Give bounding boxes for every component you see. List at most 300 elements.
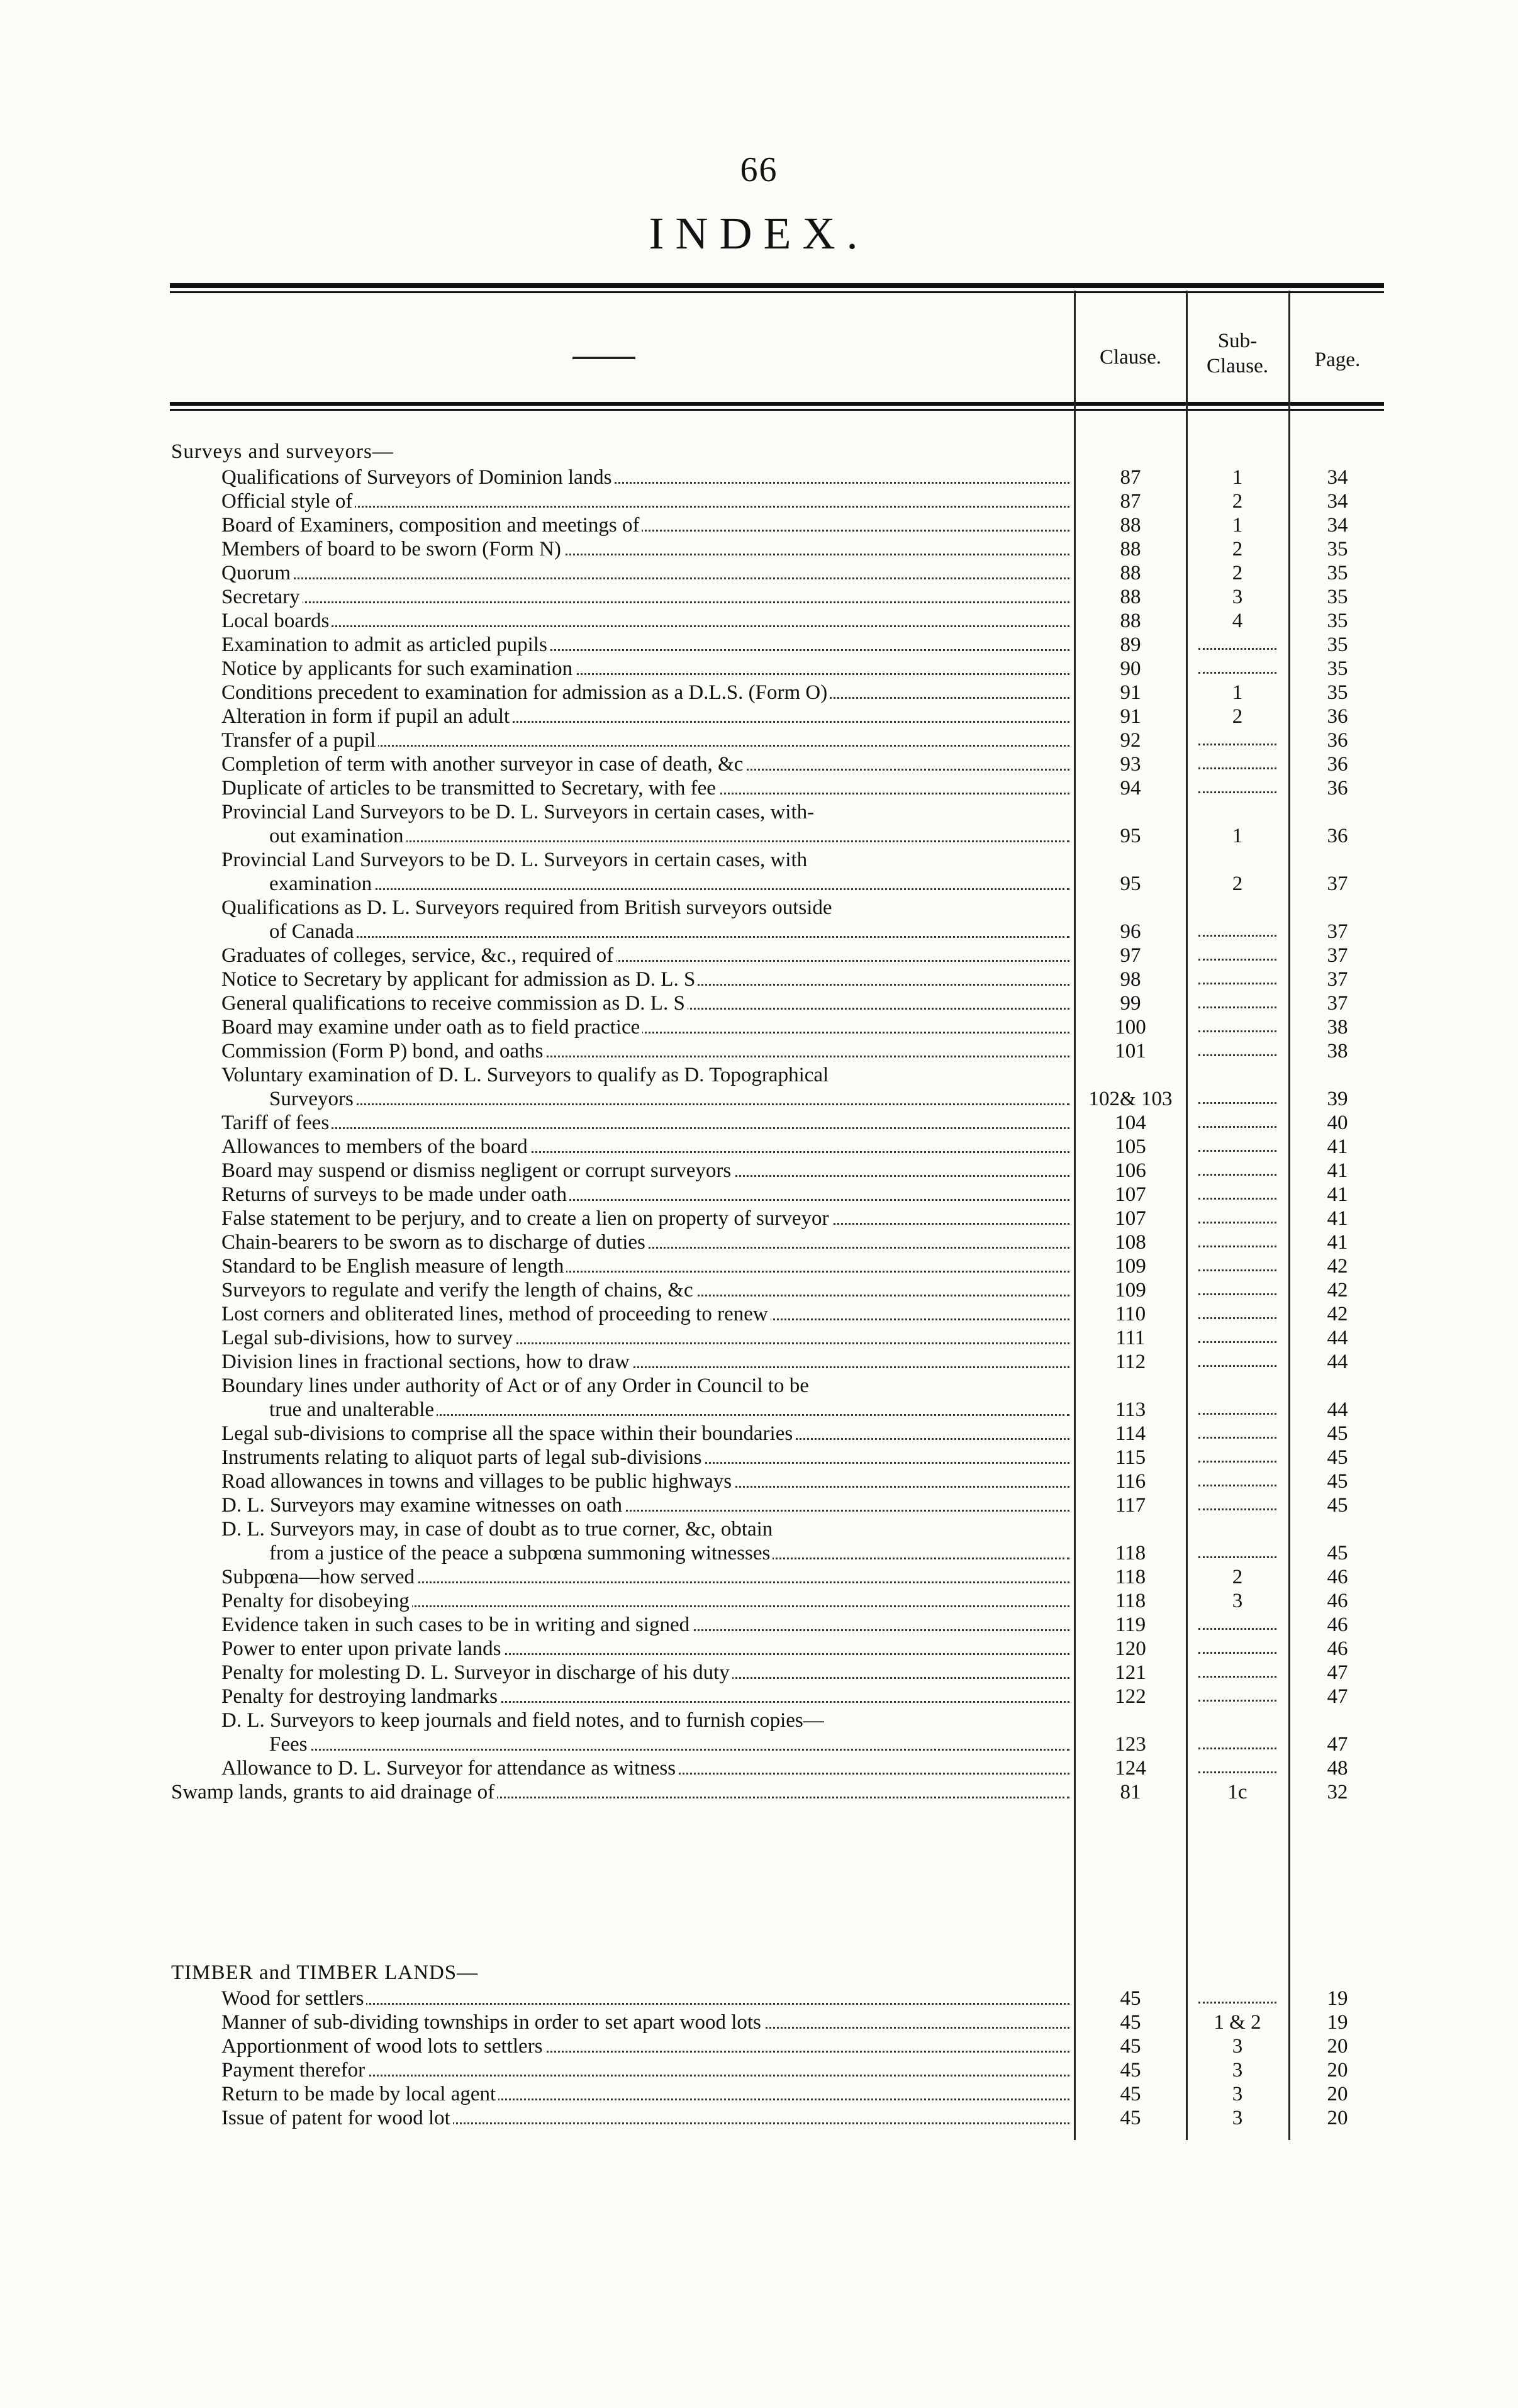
leader-dots	[1198, 1159, 1276, 1176]
leader-dots	[1198, 1541, 1276, 1558]
clause-number: 121	[1115, 1661, 1146, 1684]
sub-clause-number: 1c	[1227, 1781, 1247, 1803]
entry-label: Allowances to members of the board	[221, 1135, 530, 1158]
page-number-cell: 38	[1327, 1016, 1348, 1039]
page-number-cell: 34	[1327, 514, 1348, 537]
index-entry	[0, 1302, 1518, 1326]
entry-label: Completion of term with another surveyor in case of death, &c	[221, 753, 745, 776]
sub-clause-number: 4	[1232, 610, 1243, 632]
leader-dots	[1198, 1732, 1276, 1749]
entry-label: Alteration in form if pupil an adult	[221, 705, 512, 728]
page-number-cell: 37	[1327, 872, 1348, 895]
sub-clause-number: 2	[1232, 562, 1243, 584]
entry-label: Official style of	[221, 490, 355, 513]
index-entry	[0, 1350, 1518, 1374]
index-entry	[0, 2082, 1518, 2106]
index-entry	[0, 2058, 1518, 2082]
index-entry	[0, 1159, 1518, 1183]
index-entry	[0, 896, 1518, 943]
page-number-cell: 40	[1327, 1112, 1348, 1134]
leader-dots	[1198, 752, 1276, 769]
header-rule-thin	[170, 409, 1384, 411]
index-entry	[0, 1517, 1518, 1564]
entry-label: Board of Examiners, composition and meetings of	[221, 514, 642, 537]
sub-clause-header-line2: Clause.	[1206, 355, 1269, 377]
page-number-cell: 20	[1327, 2059, 1348, 2082]
page-number-cell: 46	[1327, 1614, 1348, 1636]
clause-number: 94	[1120, 777, 1141, 800]
index-entry	[0, 657, 1518, 681]
sub-clause-empty	[1188, 944, 1287, 967]
leader-dots	[269, 888, 1069, 890]
sub-clause-number: 3	[1232, 586, 1243, 608]
page-number: 66	[740, 150, 778, 189]
entry-label: Power to enter upon private lands	[221, 1637, 503, 1660]
clause-number: 109	[1115, 1279, 1146, 1302]
page-header: Page.	[1314, 348, 1361, 371]
entry-label: Commission (Form P) bond, and oaths	[221, 1040, 546, 1062]
sub-clause-number: 3	[1232, 2107, 1243, 2129]
entry-label: Legal sub-divisions, how to survey	[221, 1327, 515, 1349]
entry-label: Surveyors to regulate and verify the length of chains, &c	[221, 1279, 696, 1302]
clause-number: 91	[1120, 681, 1141, 704]
entry-label-continued: from a justice of the peace a subpœna summoning witnesses	[269, 1542, 773, 1564]
clause-number: 45	[1120, 2107, 1141, 2129]
page-number-cell: 41	[1327, 1159, 1348, 1182]
entry-label: Local boards	[221, 610, 332, 632]
page-number-cell: 20	[1327, 2083, 1348, 2105]
leader-dots	[1198, 1111, 1276, 1128]
leader-dots	[1198, 944, 1276, 961]
clause-number: 87	[1120, 490, 1141, 513]
page-number-cell: 41	[1327, 1231, 1348, 1254]
leader-dots	[269, 1749, 1069, 1751]
index-entry	[0, 1780, 1518, 1804]
clause-number: 88	[1120, 514, 1141, 537]
index-entry	[0, 800, 1518, 847]
clause-number: 45	[1120, 1987, 1141, 2010]
entry-label: Voluntary examination of D. L. Surveyors to qualify as D. Topographical	[221, 1064, 831, 1086]
page-number-cell: 37	[1327, 944, 1348, 967]
sub-clause-number: 2	[1232, 705, 1243, 728]
leader-dots	[1198, 1661, 1276, 1678]
entry-label: Board may examine under oath as to field practice	[221, 1016, 642, 1039]
clause-number: 104	[1115, 1112, 1146, 1134]
index-entry	[0, 944, 1518, 967]
page-number-cell: 32	[1327, 1781, 1348, 1803]
index-entry	[0, 1230, 1518, 1254]
index-entry	[0, 609, 1518, 633]
header-rule	[170, 402, 1384, 406]
leader-dots	[1198, 1350, 1276, 1367]
leader-dots	[1198, 1613, 1276, 1630]
clause-number: 98	[1120, 968, 1141, 991]
page-number-cell: 36	[1327, 729, 1348, 752]
clause-number: 116	[1115, 1470, 1146, 1493]
entry-label: Board may suspend or dismiss negligent or corrupt surveyors	[221, 1159, 734, 1182]
page-number-cell: 35	[1327, 586, 1348, 608]
entry-label: Instruments relating to aliquot parts of legal sub-divisions	[221, 1446, 704, 1469]
index-entry	[0, 1111, 1518, 1135]
entry-label: Quorum	[221, 562, 293, 584]
sub-clause-empty	[1188, 728, 1287, 752]
clause-number: 119	[1115, 1614, 1146, 1636]
page-number-cell: 47	[1327, 1733, 1348, 1756]
leader-dots	[1198, 1422, 1276, 1439]
clause-number: 102& 103	[1088, 1088, 1173, 1110]
entry-label-continued: examination	[269, 872, 374, 895]
header-dash	[572, 357, 635, 359]
sub-clause-empty	[1188, 1087, 1287, 1111]
sub-clause-empty	[1188, 1111, 1287, 1135]
leader-dots	[269, 936, 1069, 938]
index-entry	[0, 1278, 1518, 1302]
clause-number: 106	[1115, 1159, 1146, 1182]
leader-dots	[1198, 1493, 1276, 1510]
index-entry	[0, 1374, 1518, 1421]
index-entry	[0, 1135, 1518, 1159]
sub-clause-empty	[1188, 1398, 1287, 1422]
clause-number: 88	[1120, 610, 1141, 632]
entry-label: Legal sub-divisions to comprise all the space within their boundaries	[221, 1422, 795, 1445]
page-number-cell: 35	[1327, 610, 1348, 632]
index-entry	[0, 991, 1518, 1015]
page-number-cell: 34	[1327, 490, 1348, 513]
page-number-cell: 45	[1327, 1422, 1348, 1445]
leader-dots	[1198, 1039, 1276, 1056]
clause-number: 111	[1115, 1327, 1146, 1349]
leader-dots	[1198, 1087, 1276, 1104]
page-number-cell: 45	[1327, 1542, 1348, 1564]
index-entry	[0, 1637, 1518, 1661]
clause-number: 118	[1115, 1590, 1146, 1612]
clause-number: 120	[1115, 1637, 1146, 1660]
entry-label-continued: Surveyors	[269, 1088, 356, 1110]
entry-label: Provincial Land Surveyors to be D. L. Surveyors in certain cases, with	[221, 849, 810, 871]
clause-number: 124	[1115, 1757, 1146, 1780]
section-title-timber: TIMBER and TIMBER LANDS—	[171, 1961, 479, 1984]
entry-label: Chain-bearers to be sworn as to discharge of duties	[221, 1231, 648, 1254]
clause-number: 96	[1120, 920, 1141, 943]
entry-label: False statement to be perjury, and to create a lien on property of surveyor	[221, 1207, 832, 1230]
entry-label: Tariff of fees	[221, 1112, 332, 1134]
page-number-cell: 46	[1327, 1590, 1348, 1612]
page-number-cell: 44	[1327, 1351, 1348, 1373]
sub-clause-empty	[1188, 1039, 1287, 1063]
sub-clause-empty	[1188, 657, 1287, 681]
sub-clause-number: 1	[1232, 514, 1243, 537]
page-number-cell: 35	[1327, 538, 1348, 560]
entry-label: General qualifications to receive commission as D. L. S	[221, 992, 688, 1015]
sub-clause-number: 3	[1232, 2059, 1243, 2082]
index-entry	[0, 681, 1518, 705]
entry-label: Transfer of a pupil	[221, 729, 378, 752]
entry-label: Graduates of colleges, service, &c., required of	[221, 944, 616, 967]
clause-number: 45	[1120, 2083, 1141, 2105]
index-entry	[0, 489, 1518, 513]
sub-clause-header-line1: Sub-	[1217, 330, 1258, 352]
entry-label: Qualifications of Surveyors of Dominion lands	[221, 466, 615, 489]
clause-number: 87	[1120, 466, 1141, 489]
page-number-cell: 20	[1327, 2107, 1348, 2129]
entry-label: Penalty for molesting D. L. Surveyor in discharge of his duty	[221, 1661, 732, 1684]
entry-label: Evidence taken in such cases to be in writing and signed	[221, 1614, 692, 1636]
page-number-cell: 36	[1327, 705, 1348, 728]
index-entry	[0, 1493, 1518, 1517]
index-entry	[0, 585, 1518, 609]
index-title: INDEX.	[649, 208, 869, 259]
sub-clause-empty	[1188, 1541, 1287, 1565]
leader-dots	[1198, 991, 1276, 1008]
index-entry	[0, 1685, 1518, 1708]
index-entry	[0, 1063, 1518, 1110]
page-number-cell: 36	[1327, 753, 1348, 776]
clause-number: 122	[1115, 1685, 1146, 1708]
page-number-cell: 45	[1327, 1494, 1348, 1517]
top-rule-thin	[170, 291, 1384, 293]
clause-number: 101	[1115, 1040, 1146, 1062]
entry-label: Standard to be English measure of length	[221, 1255, 566, 1278]
sub-clause-empty	[1188, 1350, 1287, 1374]
page-number-cell: 35	[1327, 562, 1348, 584]
index-entry	[0, 633, 1518, 657]
sub-clause-number: 1	[1232, 466, 1243, 489]
page-number-cell: 39	[1327, 1088, 1348, 1110]
entry-label: Examination to admit as articled pupils	[221, 633, 550, 656]
entry-label: D. L. Surveyors may, in case of doubt as to true corner, &c, obtain	[221, 1518, 775, 1541]
page-number-cell: 45	[1327, 1446, 1348, 1469]
sub-clause-empty	[1188, 1254, 1287, 1278]
page-number-cell: 42	[1327, 1255, 1348, 1278]
entry-label: Road allowances in towns and villages to be public highways	[221, 1470, 734, 1493]
sub-clause-empty	[1188, 1661, 1287, 1685]
sub-clause-empty	[1188, 1493, 1287, 1517]
page-number-cell: 41	[1327, 1135, 1348, 1158]
page-number-cell: 35	[1327, 657, 1348, 680]
clause-number: 88	[1120, 586, 1141, 608]
clause-number: 108	[1115, 1231, 1146, 1254]
leader-dots	[1198, 1685, 1276, 1702]
entry-label: Secretary	[221, 586, 303, 608]
clause-number: 91	[1120, 705, 1141, 728]
sub-clause-empty	[1188, 1987, 1287, 2010]
page-number-cell: 47	[1327, 1661, 1348, 1684]
index-entry	[0, 1207, 1518, 1230]
index-entry	[0, 752, 1518, 776]
page-number-cell: 36	[1327, 825, 1348, 847]
clause-number: 97	[1120, 944, 1141, 967]
leader-dots	[1198, 1446, 1276, 1463]
clause-number: 112	[1115, 1351, 1146, 1373]
entry-label: Duplicate of articles to be transmitted to Secretary, with fee	[221, 777, 718, 800]
clause-number: 89	[1120, 633, 1141, 656]
leader-dots	[1198, 920, 1276, 937]
sub-clause-number: 1 & 2	[1214, 2011, 1261, 2034]
index-entry	[0, 705, 1518, 728]
index-entry	[0, 848, 1518, 895]
index-entry	[0, 1565, 1518, 1589]
clause-number: 45	[1120, 2035, 1141, 2058]
page-number-cell: 46	[1327, 1566, 1348, 1588]
leader-dots	[1198, 1135, 1276, 1152]
page-number-cell: 47	[1327, 1685, 1348, 1708]
entry-label: Boundary lines under authority of Act or of any Order in Council to be	[221, 1374, 812, 1397]
page-number-cell: 35	[1327, 681, 1348, 704]
page-number-cell: 48	[1327, 1757, 1348, 1780]
index-entry	[0, 1422, 1518, 1446]
entry-label: Manner of sub-dividing townships in order to set apart wood lots	[221, 2011, 764, 2034]
sub-clause-empty	[1188, 1469, 1287, 1493]
clause-number: 114	[1115, 1422, 1146, 1445]
leader-dots	[221, 625, 1069, 627]
entry-label: Return to be made by local agent	[221, 2083, 498, 2105]
leader-dots	[1198, 1230, 1276, 1247]
page-number-cell: 19	[1327, 2011, 1348, 2034]
clause-number: 88	[1120, 562, 1141, 584]
sub-clause-number: 2	[1232, 490, 1243, 513]
entry-label: Lost corners and obliterated lines, method of proceeding to renew	[221, 1303, 771, 1325]
clause-number: 45	[1120, 2059, 1141, 2082]
entry-label: Wood for settlers	[221, 1987, 366, 2010]
leader-dots	[1198, 1987, 1276, 2004]
leader-dots	[1198, 1637, 1276, 1654]
index-entry	[0, 967, 1518, 991]
index-entry	[0, 1661, 1518, 1685]
leader-dots	[1198, 1183, 1276, 1200]
index-entry	[0, 728, 1518, 752]
sub-clause-empty	[1188, 1732, 1287, 1756]
leader-dots	[221, 1127, 1069, 1129]
index-entry	[0, 1756, 1518, 1780]
clause-number: 95	[1120, 872, 1141, 895]
index-entry	[0, 537, 1518, 561]
index-entry	[0, 776, 1518, 800]
entry-label: D. L. Surveyors may examine witnesses on oath	[221, 1494, 625, 1517]
sub-clause-number: 3	[1232, 2035, 1243, 2058]
sub-clause-empty	[1188, 633, 1287, 657]
entry-label-continued: of Canada	[269, 920, 357, 943]
top-rule	[170, 283, 1384, 288]
page-number-cell: 41	[1327, 1183, 1348, 1206]
entry-label-continued: Fees	[269, 1733, 310, 1756]
leader-dots	[221, 601, 1069, 603]
index-entry	[0, 1183, 1518, 1207]
clause-number: 123	[1115, 1733, 1146, 1756]
leader-dots	[1198, 1756, 1276, 1773]
sub-clause-number: 2	[1232, 538, 1243, 560]
page-number-cell: 42	[1327, 1303, 1348, 1325]
leader-dots	[1198, 1015, 1276, 1032]
page-number-cell: 46	[1327, 1637, 1348, 1660]
page-number-cell: 20	[1327, 2035, 1348, 2058]
index-entry	[0, 1987, 1518, 2010]
clause-number: 107	[1115, 1183, 1146, 1206]
leader-dots	[221, 577, 1069, 579]
sub-clause-empty	[1188, 1422, 1287, 1446]
entry-label: Swamp lands, grants to aid drainage of	[171, 1781, 497, 1803]
leader-dots	[1198, 1278, 1276, 1295]
page-number-cell: 37	[1327, 920, 1348, 943]
sub-clause-empty	[1188, 1685, 1287, 1708]
sub-clause-empty	[1188, 1613, 1287, 1637]
leader-dots	[1198, 776, 1276, 793]
sub-clause-number: 1	[1232, 825, 1243, 847]
entry-label-continued: true and unalterable	[269, 1398, 437, 1421]
page-number-cell: 44	[1327, 1327, 1348, 1349]
entry-label: Qualifications as D. L. Surveyors required from British surveyors outside	[221, 896, 835, 919]
sub-clause-number: 3	[1232, 1590, 1243, 1612]
entry-label: Allowance to D. L. Surveyor for attendance as witness	[221, 1757, 678, 1780]
entry-label: Apportionment of wood lots to settlers	[221, 2035, 545, 2058]
page-number-cell: 37	[1327, 968, 1348, 991]
index-entry	[0, 2010, 1518, 2034]
page-number-cell: 19	[1327, 1987, 1348, 2010]
sub-clause-empty	[1188, 776, 1287, 800]
sub-clause-empty	[1188, 1159, 1287, 1183]
index-entry	[0, 1589, 1518, 1613]
entry-label: Notice to Secretary by applicant for admission as D. L. S	[221, 968, 698, 991]
sub-clause-number: 2	[1232, 872, 1243, 895]
clause-number: 118	[1115, 1542, 1146, 1564]
entry-label: D. L. Surveyors to keep journals and field notes, and to furnish copies—	[221, 1709, 827, 1732]
clause-header: Clause.	[1099, 346, 1162, 369]
entry-label: Members of board to be sworn (Form N)	[221, 538, 564, 560]
page-number-cell: 44	[1327, 1398, 1348, 1421]
index-entry	[0, 561, 1518, 585]
leader-dots	[1198, 633, 1276, 650]
clause-number: 105	[1115, 1135, 1146, 1158]
sub-clause-empty	[1188, 1230, 1287, 1254]
sub-clause-empty	[1188, 920, 1287, 944]
entry-label: Division lines in fractional sections, how to draw	[221, 1351, 632, 1373]
page-number-cell: 38	[1327, 1040, 1348, 1062]
entry-label-continued: out examination	[269, 825, 406, 847]
index-entry	[0, 1469, 1518, 1493]
leader-dots	[1198, 1469, 1276, 1486]
clause-number: 113	[1115, 1398, 1146, 1421]
entry-label: Issue of patent for wood lot	[221, 2107, 453, 2129]
clause-number: 92	[1120, 729, 1141, 752]
sub-clause-empty	[1188, 1446, 1287, 1469]
leader-dots	[1198, 657, 1276, 674]
clause-number: 88	[1120, 538, 1141, 560]
sub-clause-empty	[1188, 1278, 1287, 1302]
leader-dots	[1198, 1326, 1276, 1343]
sub-clause-number: 1	[1232, 681, 1243, 704]
clause-number: 100	[1115, 1016, 1146, 1039]
page-number-cell: 41	[1327, 1207, 1348, 1230]
section-title-surveys: Surveys and surveyors—	[171, 440, 394, 463]
clause-number: 117	[1115, 1494, 1146, 1517]
clause-number: 95	[1120, 825, 1141, 847]
entry-label: Provincial Land Surveyors to be D. L. Surveyors in certain cases, with-	[221, 801, 817, 823]
index-entry	[0, 465, 1518, 489]
page-number-cell: 37	[1327, 992, 1348, 1015]
clause-number: 107	[1115, 1207, 1146, 1230]
index-entry	[0, 1446, 1518, 1469]
leader-dots	[1198, 1254, 1276, 1271]
sub-clause-empty	[1188, 1637, 1287, 1661]
entry-label: Returns of surveys to be made under oath	[221, 1183, 569, 1206]
clause-number: 81	[1120, 1781, 1141, 1803]
sub-clause-empty	[1188, 1756, 1287, 1780]
page-number-cell: 45	[1327, 1470, 1348, 1493]
clause-number: 115	[1115, 1446, 1146, 1469]
clause-number: 109	[1115, 1255, 1146, 1278]
sub-clause-number: 3	[1232, 2083, 1243, 2105]
sub-clause-number: 2	[1232, 1566, 1243, 1588]
index-entry	[0, 1326, 1518, 1350]
